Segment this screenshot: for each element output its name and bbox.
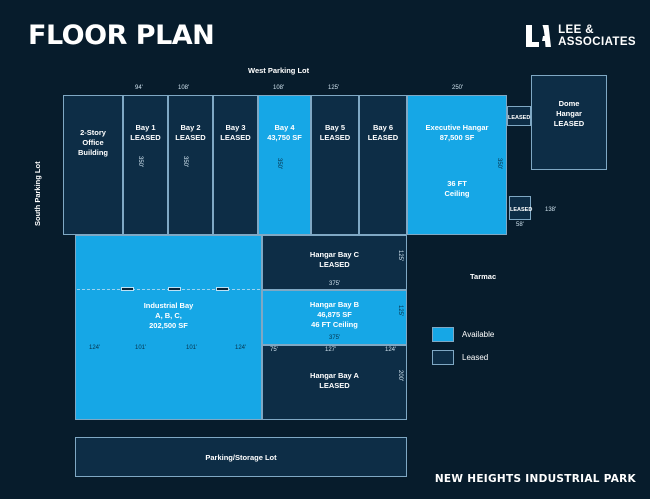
- unit-small-leased-2[interactable]: [509, 196, 531, 220]
- exec-hangar-name: Executive Hangar: [425, 123, 489, 132]
- legend-row-leased: [432, 350, 494, 365]
- door-marker: [168, 287, 181, 291]
- bay2-width-dim: 108': [178, 85, 190, 91]
- dome-hangar-line3: LEASED: [553, 119, 585, 128]
- bay1-depth-dim: 350': [137, 156, 143, 168]
- unit-bay-4[interactable]: [258, 95, 311, 235]
- unit-industrial-bay[interactable]: [75, 235, 262, 420]
- bay4-name: Bay 4: [274, 123, 295, 132]
- unit-hangar-bay-a[interactable]: [262, 345, 407, 420]
- legend-label-available: Available: [462, 330, 495, 339]
- exec-hangar-size: 87,500 SF: [439, 133, 475, 142]
- exec-hangar-depth-dim: 350': [496, 158, 502, 170]
- unit-bay-2[interactable]: [168, 95, 213, 235]
- page-title: FLOOR PLAN: [28, 20, 215, 51]
- hangar-bay-c-width-dim: 375': [329, 281, 341, 287]
- legend: [432, 327, 494, 373]
- brand-name-line2: ASSOCIATES: [558, 36, 636, 48]
- small-leased-2-width-dim: 58': [516, 222, 524, 228]
- small-leased-2-label: LEASED: [510, 207, 533, 213]
- door-marker: [216, 287, 229, 291]
- dome-hangar-line1: Dome: [558, 99, 580, 108]
- dome-hangar-line2: Hangar: [556, 109, 582, 118]
- unit-hangar-bay-c[interactable]: [262, 235, 407, 290]
- bay4-depth-dim: 350': [276, 158, 282, 170]
- industrial-bay-line1: Industrial Bay: [143, 301, 194, 310]
- exec-hangar-width-dim: 250': [452, 85, 464, 91]
- office-line2: Office: [82, 138, 104, 147]
- bay4-width-dim: 108': [273, 85, 285, 91]
- bay5-status: LEASED: [319, 133, 351, 142]
- south-parking-label: South Parking Lot: [33, 161, 42, 226]
- west-parking-label: West Parking Lot: [248, 66, 310, 75]
- bay3-status: LEASED: [220, 133, 251, 142]
- hangar-bay-a-dim-1: 75': [270, 347, 278, 353]
- hangar-bay-c-depth-dim: 125': [397, 250, 403, 262]
- industrial-bay-line3: 202,500 SF: [149, 321, 188, 330]
- hangar-bay-b-line2: 46,875 SF: [317, 310, 352, 319]
- bay5-width-dim: 125': [328, 85, 340, 91]
- hangar-bay-c-line2: LEASED: [319, 260, 350, 269]
- footer-title: NEW HEIGHTS INDUSTRIAL PARK: [434, 473, 636, 485]
- hangar-bay-a-dim-2: 127': [325, 347, 337, 353]
- industrial-bay-dim-2: 101': [135, 345, 147, 351]
- legend-swatch-leased: [432, 350, 454, 365]
- legend-row-available: [432, 327, 494, 342]
- bay2-depth-dim: 350': [182, 156, 188, 168]
- unit-bay-5[interactable]: [311, 95, 359, 235]
- unit-hangar-bay-b[interactable]: [262, 290, 407, 345]
- industrial-bay-dim-1: 124': [89, 345, 101, 351]
- exec-hangar-ceiling-2: Ceiling: [444, 189, 470, 198]
- industrial-bay-line2: A, B, C,: [155, 311, 182, 320]
- unit-bay-3[interactable]: [213, 95, 258, 235]
- unit-office-building[interactable]: [63, 95, 123, 235]
- hangar-bay-b-width-dim: 375': [329, 335, 341, 341]
- office-line1: 2-Story: [80, 128, 106, 137]
- industrial-bay-dim-3: 101': [186, 345, 198, 351]
- legend-swatch-available: [432, 327, 454, 342]
- office-line3: Building: [78, 148, 108, 157]
- bay3-name: Bay 3: [225, 123, 246, 132]
- unit-small-leased-1[interactable]: [507, 106, 531, 126]
- hangar-bay-a-dim-3: 124': [385, 347, 397, 353]
- exec-hangar-ceiling-1: 36 FT: [447, 179, 467, 188]
- legend-label-leased: Leased: [462, 353, 489, 362]
- unit-dome-hangar[interactable]: [531, 75, 607, 170]
- unit-bay-1[interactable]: [123, 95, 168, 235]
- brand-logo: [525, 24, 636, 48]
- bay2-name: Bay 2: [180, 123, 201, 132]
- hangar-bay-a-depth-dim: 200': [397, 370, 403, 382]
- parking-storage-label: Parking/Storage Lot: [205, 453, 277, 462]
- bay1-width-dim: 94': [135, 85, 143, 91]
- unit-executive-hangar[interactable]: [407, 95, 507, 235]
- bay1-status: LEASED: [130, 133, 161, 142]
- tarmac-label: Tarmac: [470, 272, 497, 281]
- hangar-bay-a-line1: Hangar Bay A: [310, 371, 359, 380]
- hangar-bay-b-line3: 46 FT Ceiling: [311, 320, 358, 329]
- hangar-bay-c-line1: Hangar Bay C: [309, 250, 360, 259]
- bay2-status: LEASED: [175, 133, 206, 142]
- brand-name-line1: LEE &: [558, 24, 594, 36]
- bay6-name: Bay 6: [372, 123, 393, 132]
- unit-parking-storage-lot[interactable]: [75, 437, 407, 477]
- door-marker: [121, 287, 134, 291]
- small-leased-1-label: LEASED: [508, 115, 531, 121]
- brand-name: [558, 24, 636, 48]
- small-leased-2-depth-dim: 138': [545, 207, 557, 213]
- hangar-bay-b-line1: Hangar Bay B: [309, 300, 360, 309]
- bay5-name: Bay 5: [324, 123, 345, 132]
- bay6-status: LEASED: [367, 133, 399, 142]
- la-monogram-icon: [525, 24, 551, 48]
- hangar-bay-a-line2: LEASED: [319, 381, 350, 390]
- industrial-bay-dim-4: 124': [235, 345, 247, 351]
- unit-bay-6[interactable]: [359, 95, 407, 235]
- hangar-bay-b-depth-dim: 125': [397, 305, 403, 317]
- bay1-name: Bay 1: [135, 123, 156, 132]
- bay4-status: 43,750 SF: [267, 133, 302, 142]
